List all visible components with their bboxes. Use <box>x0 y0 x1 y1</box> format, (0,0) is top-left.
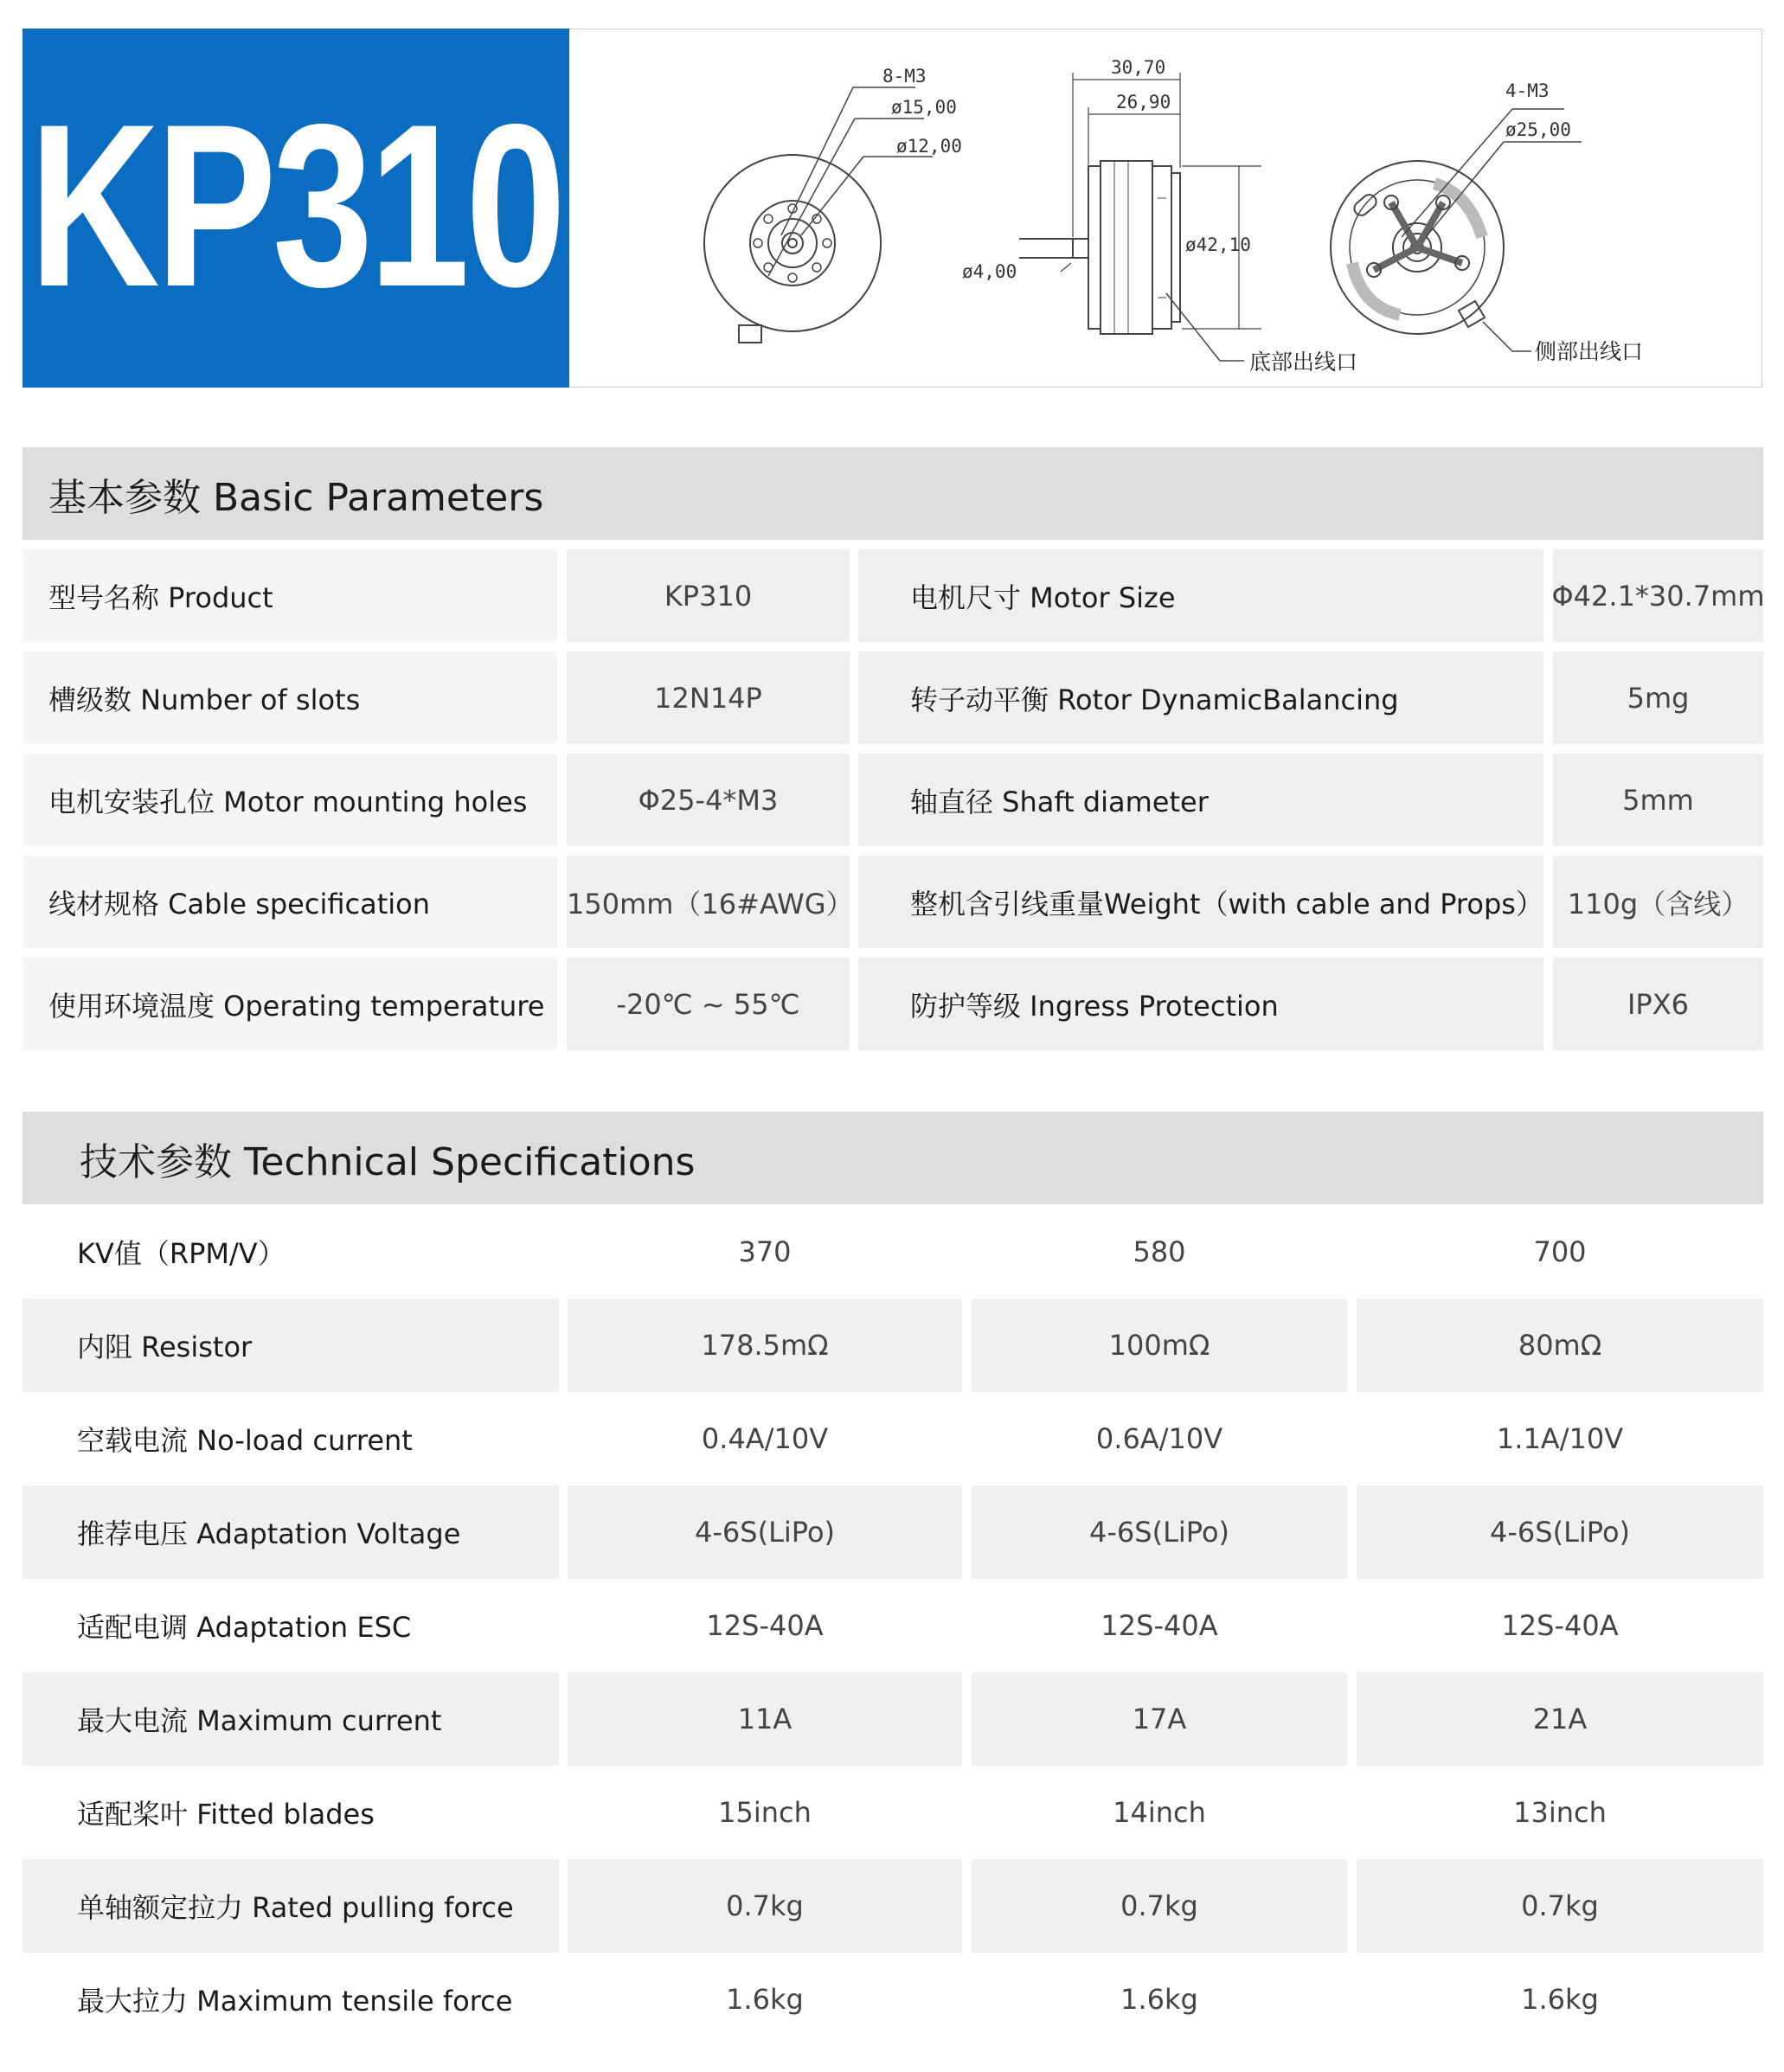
basic-params-title: 基本参数 Basic Parameters <box>48 475 544 520</box>
side-length-total-label: 30,70 <box>1111 57 1166 78</box>
tech-row <box>22 1766 1763 1859</box>
model-title: KP310 <box>29 74 562 335</box>
front-holes-label: 8-M3 <box>882 66 927 87</box>
tech-value-kv370: 1.6kg <box>726 1983 804 2016</box>
tech-specs-header <box>22 1112 1763 1204</box>
front-view <box>704 87 933 343</box>
basic-row <box>22 549 1763 642</box>
tech-value-kv580: 0.6A/10V <box>1095 1422 1223 1455</box>
rear-view <box>1331 109 1582 351</box>
tech-row <box>22 1485 1763 1579</box>
tech-value-kv700: 4-6S(LiPo) <box>1357 1485 1763 1579</box>
tech-label: 单轴额定拉力 Rated pulling force <box>22 1859 559 1953</box>
tech-row <box>22 1392 1763 1485</box>
tech-value-kv370: 0.7kg <box>568 1859 962 1953</box>
basic-label: 防护等级 Ingress Protection <box>858 958 1543 1050</box>
tech-value-kv370: 370 <box>738 1235 792 1268</box>
bottom-outlet-label: 底部出线口 <box>1249 350 1358 375</box>
basic-value: Φ42.1*30.7mm <box>1553 549 1763 642</box>
product-header <box>22 29 1763 388</box>
tech-value-kv700: 0.7kg <box>1357 1859 1763 1953</box>
tech-value-kv580: 0.7kg <box>972 1859 1347 1953</box>
tech-value-kv580: 1.6kg <box>1120 1983 1198 2016</box>
tech-value-kv700: 13inch <box>1513 1796 1607 1829</box>
side-length-body-label: 26,90 <box>1116 92 1171 112</box>
basic-value: 12N14P <box>567 651 850 744</box>
tech-value-kv700: 12S-40A <box>1501 1609 1619 1642</box>
basic-params-header <box>22 447 1763 540</box>
basic-label: 使用环境温度 Operating temperature <box>22 958 557 1050</box>
basic-label: 电机安装孔位 Motor mounting holes <box>22 754 557 846</box>
basic-value: IPX6 <box>1553 958 1763 1050</box>
tech-value-kv580: 14inch <box>1113 1796 1206 1829</box>
basic-label: 转子动平衡 Rotor DynamicBalancing <box>858 651 1543 744</box>
tech-value-kv370: 15inch <box>718 1796 812 1829</box>
basic-value: 150mm（16#AWG） <box>567 856 850 948</box>
basic-value: 5mg <box>1553 651 1763 744</box>
basic-value: 5mm <box>1553 754 1763 846</box>
tech-specs-title: 技术参数 Technical Specifications <box>80 1139 696 1184</box>
basic-params-table <box>22 549 1763 1060</box>
basic-row <box>22 958 1763 1050</box>
tech-row <box>22 1299 1763 1392</box>
tech-label: KV值（RPM/V） <box>77 1237 286 1270</box>
tech-specs-table <box>22 1205 1763 2046</box>
brand-banner <box>22 29 569 388</box>
basic-value: -20℃ ~ 55℃ <box>567 958 850 1050</box>
tech-label: 最大拉力 Maximum tensile force <box>77 1985 513 2017</box>
tech-label: 推荐电压 Adaptation Voltage <box>22 1485 559 1579</box>
tech-value-kv580: 100mΩ <box>972 1299 1347 1392</box>
basic-label: 线材规格 Cable specification <box>22 856 557 948</box>
tech-value-kv370: 0.4A/10V <box>701 1422 829 1455</box>
basic-label: 型号名称 Product <box>22 549 557 642</box>
tech-row <box>22 1672 1763 1766</box>
side-body-dia-label: ø42,10 <box>1185 234 1251 255</box>
basic-row <box>22 754 1763 846</box>
tech-value-kv700: 21A <box>1357 1672 1763 1766</box>
tech-value-kv370: 12S-40A <box>706 1609 824 1642</box>
tech-value-kv700: 700 <box>1533 1235 1587 1268</box>
tech-value-kv370: 178.5mΩ <box>568 1299 962 1392</box>
tech-value-kv700: 1.1A/10V <box>1496 1422 1624 1455</box>
tech-label: 适配桨叶 Fitted blades <box>77 1798 375 1831</box>
tech-row <box>22 1205 1763 1299</box>
tech-row <box>22 1953 1763 2046</box>
basic-label: 轴直径 Shaft diameter <box>858 754 1543 846</box>
basic-value: KP310 <box>567 549 850 642</box>
tech-value-kv580: 4-6S(LiPo) <box>972 1485 1347 1579</box>
tech-value-kv580: 12S-40A <box>1101 1609 1218 1642</box>
tech-label: 空载电流 No-load current <box>77 1424 413 1457</box>
basic-label: 槽级数 Number of slots <box>22 651 557 744</box>
tech-value-kv580: 580 <box>1133 1235 1186 1268</box>
front-dia-outer-label: ø15,00 <box>891 97 957 118</box>
tech-value-kv370: 4-6S(LiPo) <box>568 1485 962 1579</box>
tech-value-kv370: 11A <box>568 1672 962 1766</box>
tech-label: 内阻 Resistor <box>22 1299 559 1392</box>
side-shaft-dia-label: ø4,00 <box>962 261 1017 282</box>
tech-label: 适配电调 Adaptation ESC <box>77 1611 412 1644</box>
rear-dia-label: ø25,00 <box>1505 119 1571 140</box>
tech-value-kv700: 1.6kg <box>1521 1983 1599 2016</box>
rear-holes-label: 4-M3 <box>1505 80 1550 101</box>
side-view <box>1019 73 1261 361</box>
tech-value-kv700: 80mΩ <box>1357 1299 1763 1392</box>
tech-value-kv580: 17A <box>972 1672 1347 1766</box>
basic-value: 110g（含线） <box>1553 856 1763 948</box>
tech-row <box>22 1579 1763 1672</box>
technical-drawing <box>569 29 1762 388</box>
tech-label: 最大电流 Maximum current <box>22 1672 559 1766</box>
side-outlet-label: 侧部出线口 <box>1535 339 1644 364</box>
basic-row <box>22 856 1763 948</box>
basic-value: Φ25-4*M3 <box>567 754 850 846</box>
basic-label: 整机含引线重量Weight（with cable and Props） <box>858 856 1543 948</box>
tech-row <box>22 1859 1763 1953</box>
basic-label: 电机尺寸 Motor Size <box>858 549 1543 642</box>
basic-row <box>22 651 1763 744</box>
dimension-drawing <box>569 29 1762 387</box>
front-dia-inner-label: ø12,00 <box>896 136 962 157</box>
